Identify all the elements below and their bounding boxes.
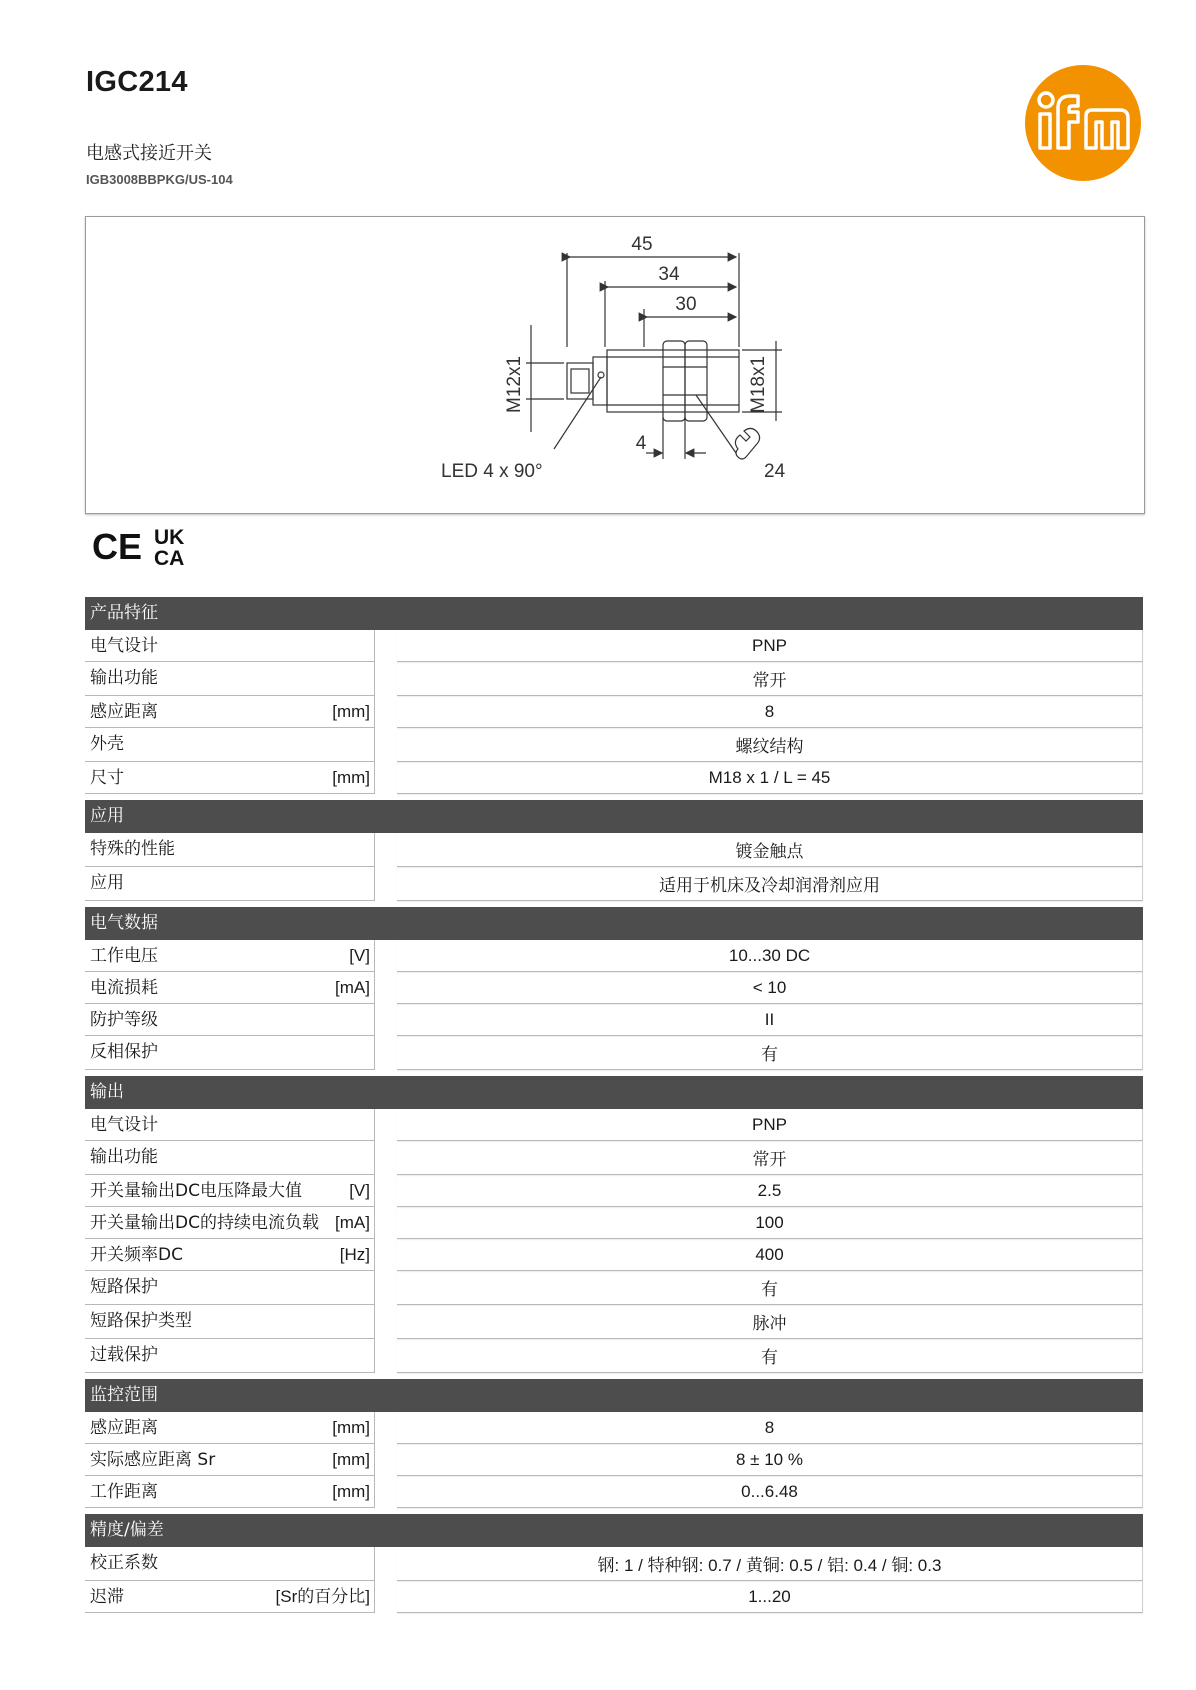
spec-row [85,1444,1143,1476]
spec-label-cell [85,1036,375,1070]
spec-row [85,867,1143,901]
spec-label-cell [85,1305,375,1339]
spec-table [85,597,1143,1613]
spec-unit: [V] [349,1181,370,1200]
spec-label-cell [85,1581,375,1613]
certification-marks [92,524,202,572]
section-header: 产品特征 [85,597,1143,630]
spec-unit: [mm] [332,702,370,721]
spec-value: II [397,1004,1143,1036]
spec-value: M18 x 1 / L = 45 [397,762,1143,794]
spec-value: 常开 [397,662,1143,696]
spec-label: 电流损耗 [90,978,158,998]
spec-value: 400 [397,1239,1143,1271]
led-label: LED 4 x 90° [441,461,543,482]
spec-row [85,1004,1143,1036]
spec-label: 工作距离 [90,1482,158,1502]
product-title: IGC214 [86,66,188,98]
spec-value: < 10 [397,972,1143,1004]
spec-value: 0...6.48 [397,1476,1143,1508]
spec-value: 1...20 [397,1581,1143,1613]
spec-label-cell [85,1476,375,1508]
spec-value: 钢: 1 / 特种钢: 0.7 / 黄铜: 0.5 / 铝: 0.4 / 铜: 0.3 [397,1547,1143,1581]
spec-value: 2.5 [397,1175,1143,1207]
spec-row [85,1547,1143,1581]
spec-label: 输出功能 [90,1147,158,1167]
thread-right-label: M18x1 [748,355,769,413]
spec-label: 外壳 [90,734,124,754]
spec-row [85,1339,1143,1373]
product-subtitle: 电感式接近开关 [86,143,212,164]
spec-row [85,1305,1143,1339]
spec-unit: [mm] [332,768,370,787]
spec-row [85,972,1143,1004]
spec-label: 工作电压 [90,946,158,966]
spec-label-cell [85,940,375,972]
spec-row [85,940,1143,972]
spec-label-cell [85,1547,375,1581]
spec-label-cell [85,1339,375,1373]
spec-label: 迟滞 [90,1587,124,1607]
dim-34-label: 34 [658,264,680,285]
spec-label-cell [85,1412,375,1444]
spec-label: 防护等级 [90,1010,158,1030]
spec-value: 8 [397,696,1143,728]
spec-unit: [Sr的百分比] [275,1587,370,1606]
spec-row [85,1271,1143,1305]
spec-row [85,1207,1143,1239]
spec-label: 开关量输出DC的持续电流负载 [90,1213,319,1233]
spec-unit: [Hz] [339,1245,370,1264]
spec-row [85,1141,1143,1175]
spec-row [85,1109,1143,1141]
spec-row [85,630,1143,662]
spec-row [85,662,1143,696]
section-header: 应用 [85,800,1143,833]
spec-label-cell [85,630,375,662]
spec-label-cell [85,1004,375,1036]
spec-row [85,762,1143,794]
spec-row [85,728,1143,762]
spec-label: 实际感应距离 Sr [90,1450,216,1470]
spec-label-cell [85,696,375,728]
spec-label-cell [85,1239,375,1271]
spec-unit: [mm] [332,1450,370,1469]
spec-row [85,696,1143,728]
spec-label: 开关量输出DC电压降最大值 [90,1181,302,1201]
dim-4-label: 4 [635,433,647,454]
spec-unit: [mA] [335,978,370,997]
spec-value: 有 [397,1339,1143,1373]
spec-unit: [mm] [332,1482,370,1501]
spec-value: 螺纹结构 [397,728,1143,762]
spec-value: 100 [397,1207,1143,1239]
ce-mark: CE [92,526,143,567]
thread-left-label: M12x1 [504,355,525,413]
spec-row [85,1412,1143,1444]
section-header: 电气数据 [85,907,1143,940]
spec-label-cell [85,833,375,867]
spec-label: 短路保护类型 [90,1311,192,1331]
spec-unit: [V] [349,946,370,965]
dimension-drawing [85,216,1145,514]
product-code: IGB3008BBPKG/US-104 [86,172,233,187]
section-header: 输出 [85,1076,1143,1109]
spec-value: 有 [397,1271,1143,1305]
spec-value: 有 [397,1036,1143,1070]
spec-row [85,1239,1143,1271]
dim-30-label: 30 [675,294,697,315]
spec-label: 感应距离 [90,702,158,722]
dim-45-label: 45 [631,234,653,255]
spec-label: 电气设计 [90,636,158,656]
section-header: 精度/偏差 [85,1514,1143,1547]
spec-label-cell [85,972,375,1004]
spec-label-cell [85,1141,375,1175]
spec-label: 反相保护 [90,1042,158,1062]
spec-unit: [mA] [335,1213,370,1232]
spec-label-cell [85,1109,375,1141]
spec-value: 脉冲 [397,1305,1143,1339]
spec-value: 镀金触点 [397,833,1143,867]
spec-value: 8 ± 10 % [397,1444,1143,1476]
spec-row [85,1175,1143,1207]
ukca-mark-bottom: CA [154,547,185,568]
spec-label-cell [85,1207,375,1239]
spec-label: 校正系数 [90,1553,158,1573]
spec-label: 过载保护 [90,1345,158,1365]
spec-value: 适用于机床及冷却润滑剂应用 [397,867,1143,901]
spec-value: 10...30 DC [397,940,1143,972]
spec-label: 感应距离 [90,1418,158,1438]
spec-label-cell [85,762,375,794]
spec-label-cell [85,728,375,762]
spec-value: 8 [397,1412,1143,1444]
spec-value: 常开 [397,1141,1143,1175]
spec-label: 输出功能 [90,668,158,688]
spec-label: 特殊的性能 [90,839,175,859]
spec-unit: [mm] [332,1418,370,1437]
spec-row [85,1476,1143,1508]
spec-value: PNP [397,630,1143,662]
spec-label: 开关频率DC [90,1245,183,1265]
section-header: 监控范围 [85,1379,1143,1412]
spec-label-cell [85,1175,375,1207]
wrench-size-label: 24 [764,461,786,482]
spec-row [85,833,1143,867]
spec-row [85,1581,1143,1613]
spec-label: 尺寸 [90,768,124,788]
spec-label-cell [85,1271,375,1305]
ukca-mark-top: UK [154,526,185,549]
spec-label-cell [85,1444,375,1476]
spec-value: PNP [397,1109,1143,1141]
spec-label-cell [85,867,375,901]
ifm-logo [1024,64,1142,182]
spec-label: 应用 [90,873,124,893]
spec-label: 短路保护 [90,1277,158,1297]
spec-row [85,1036,1143,1070]
spec-label: 电气设计 [90,1115,158,1135]
spec-label-cell [85,662,375,696]
